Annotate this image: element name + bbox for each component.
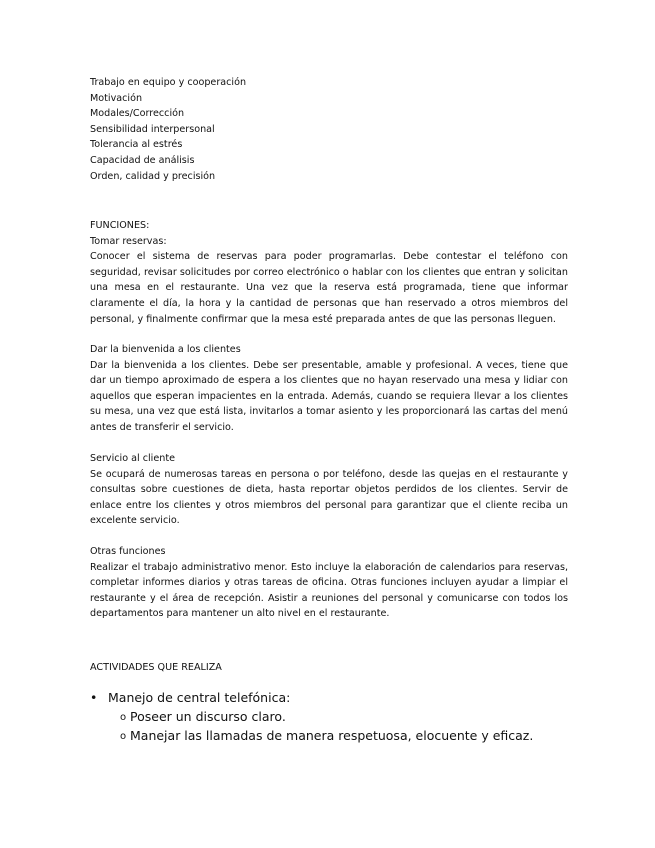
section-text: Conocer el sistema de reservas para poder programarlas. Debe contestar el teléfono con seguridad, revisar solicitudes por correo electrónico o hablar con los clientes que entran y solicitan una mesa en el restaurante. Una vez que la reserva está programada, tiene que informar claramente el día, la hora y la cantidad de personas que han reservado a otros miembros del personal, y finalmente confirmar que la mesa esté preparada antes de que las personas lleguen. <box>90 251 568 325</box>
actividades-list <box>90 688 533 745</box>
skills-list <box>90 75 568 184</box>
skill-item: Modales/Corrección <box>90 108 185 120</box>
section-heading: Dar la bienvenida a los clientes <box>90 344 241 355</box>
funciones-section-servicio <box>90 451 568 529</box>
section-text: Realizar el trabajo administrativo menor. Esto incluye la elaboración de calendarios para reservas, completar informes diarios y otras tareas de oficina. Otras funciones incluyen ayudar a limpiar el restaurante y el área de recepción. Asistir a reuniones del personal y comunicarse con todos los departamentos para mantener un alto nivel en el restaurante. <box>90 561 568 620</box>
list-item <box>90 688 533 707</box>
actividades-title: ACTIVIDADES QUE REALIZA <box>90 662 222 673</box>
sub-list-item-label: Manejar las llamadas de manera respetuosa, elocuente y eficaz. <box>130 728 534 743</box>
sub-list-item <box>90 726 533 745</box>
funciones-section-reservas <box>90 218 568 327</box>
circle-bullet-icon: o <box>120 731 127 742</box>
funciones-section-bienvenida <box>90 342 568 436</box>
sub-list-item <box>90 707 533 726</box>
section-text: Dar la bienvenida a los clientes. Debe ser presentable, amable y profesional. A veces, tiene que dar un tiempo aproximado de espera a los clientes que no hayan reservado una mesa y lidiar con aquellos que esperan impacientes en la entrada. Además, cuando se requiera llevar a los clientes su mesa, una vez que está lista, invitarlos a tomar asiento y les proporcionará las cartas del menú antes de transferir el servicio. <box>90 359 568 433</box>
circle-bullet-icon: o <box>120 712 127 723</box>
section-heading: Tomar reservas: <box>90 235 167 247</box>
skill-item: Orden, calidad y precisión <box>90 170 216 182</box>
section-text: Se ocupará de numerosas tareas en persona o por teléfono, desde las quejas en el restaurante y consultas sobre cuestiones de dieta, hasta reportar objetos perdidos de los clientes. Servir de enlace entre los clientes y otros miembros del personal para garantizar que el cliente reciba un excelente servicio. <box>90 468 568 527</box>
skill-item: Capacidad de análisis <box>90 154 195 166</box>
section-heading: Otras funciones <box>90 546 166 557</box>
skill-item: Motivación <box>90 92 143 104</box>
list-item-label: Manejo de central telefónica: <box>108 690 291 705</box>
funciones-section-otras <box>90 544 568 622</box>
skill-item: Tolerancia al estrés <box>90 139 183 151</box>
bullet-icon: • <box>90 690 98 705</box>
skill-item: Trabajo en equipo y cooperación <box>90 77 247 88</box>
sub-list-item-label: Poseer un discurso claro. <box>130 709 286 724</box>
section-heading: Servicio al cliente <box>90 453 175 464</box>
skill-item: Sensibilidad interpersonal <box>90 123 215 135</box>
funciones-title: FUNCIONES: <box>90 220 150 231</box>
